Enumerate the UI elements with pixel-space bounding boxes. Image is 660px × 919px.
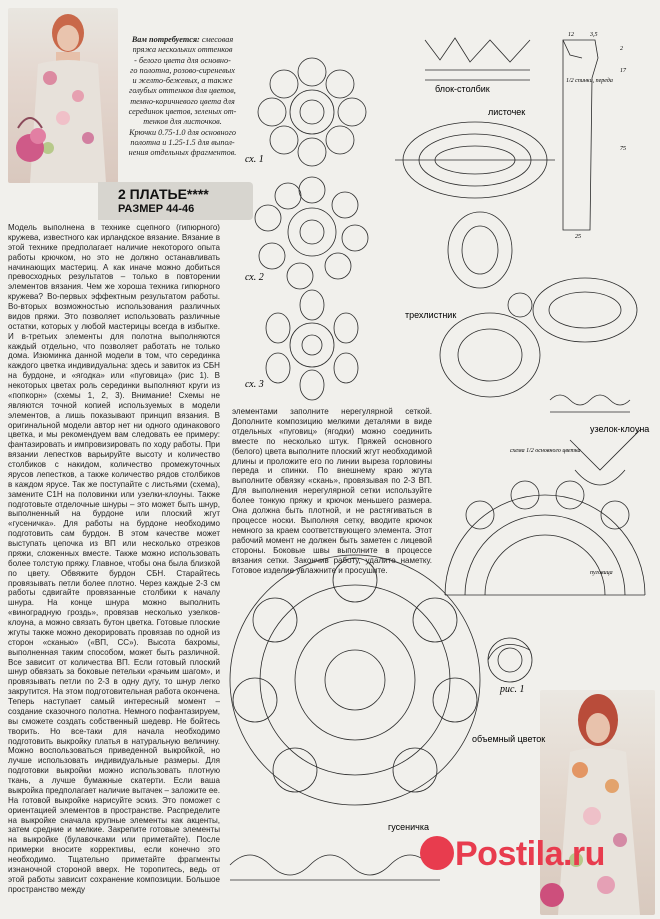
- watermark-text: Postila.ru: [455, 835, 605, 873]
- net-flower-diagram: [445, 481, 645, 595]
- requirements-line: смесовая: [201, 35, 234, 44]
- body-text-column2: элементами заполните нерегулярной сеткой. Дополните композицию мелкими деталями в виде отдельных «пуговиц» (ягодки) можно соединить вместе по несколько штук. Пряжей основного (белого) цвета выполните плоский жгут необходимой длины и проложите его по линии выреза горловины переда и спинки. По внешнему краю жгута выполните обвязку «скань», провязывая по 2-3 ВП. Для выполнения нерегулярной сетки используйте более тонкую пряжу и крючок меньшего размера. Она должна быть плотной, и не растягиваться в процессе носки. Выполняя сетку, вводите крючок немного за краем соответствующего элемента. Этот рабочий момент не должен быть заметен с лицевой стороны. Боковые швы выполните в процессе вязания сетки. Закончив работу, удалите наметку. Готовое изделие увлажните и просушите.: [232, 407, 432, 575]
- label-scheme2: сх. 2: [245, 272, 264, 283]
- page-subtitle: РАЗМЕР 44-46: [118, 203, 195, 215]
- requirements-line: тенков для листочков.: [143, 117, 222, 127]
- dim-12: 12: [568, 32, 574, 38]
- label-fig1: рис. 1: [500, 684, 525, 695]
- label-net-flower: схема 1/2 основного цветка: [510, 448, 581, 454]
- scheme2-flower: [255, 177, 368, 289]
- dim-2: 2: [620, 46, 623, 52]
- dim-75: 75: [620, 146, 626, 152]
- caterpillar-diagram: [230, 855, 440, 880]
- volume-flower-diagram: [230, 555, 480, 805]
- fig1-button: [488, 638, 532, 682]
- label-scheme3: сх. 3: [245, 379, 264, 390]
- dress-pattern: [563, 40, 598, 230]
- requirements-line: нения отдельных фрагментов.: [128, 148, 237, 158]
- watermark-logo-icon: [420, 836, 454, 870]
- dim-17: 17: [620, 68, 626, 74]
- dim-3-5: 3,5: [590, 32, 598, 38]
- requirements-line: темно-коричневого цвета для: [130, 96, 235, 106]
- requirements-line: серединок цветов, зеленых от-: [128, 107, 237, 117]
- page-title: 2 ПЛАТЬЕ****: [118, 186, 209, 202]
- knot-diagram: [550, 395, 640, 485]
- dim-25: 25: [575, 234, 581, 240]
- requirements-line: и желто-бежевых, а также: [132, 76, 233, 86]
- requirements-line: - белого цвета для основно-: [134, 55, 231, 65]
- label-caterpillar: гусеничка: [388, 822, 430, 832]
- label-knot: узелок-клоуна: [590, 424, 650, 434]
- requirements-line: Крючки 0.75-1.0 для основного: [129, 127, 236, 137]
- requirements-line: го полотна, розово-сиреневых: [130, 65, 235, 75]
- requirements-line: полотна и 1.25-1.5 для выпол-: [130, 137, 235, 147]
- label-scheme1: сх. 1: [245, 154, 264, 165]
- requirements-line: голубых оттенков для цветов,: [129, 86, 236, 96]
- label-block-stitch: блок-столбик: [435, 84, 490, 94]
- scheme1-flower: [258, 58, 366, 166]
- requirements-line: пряжа нескольких оттенков: [132, 45, 233, 55]
- block-stitch-diagram: [425, 38, 530, 80]
- label-half-pattern: 1/2 спинки, переда: [566, 78, 613, 84]
- label-button: пуговица: [590, 570, 613, 576]
- requirements-heading: Вам потребуется:: [131, 35, 200, 44]
- scheme3-flower: [266, 290, 358, 400]
- leaf-diagram: [395, 122, 555, 198]
- trefoil-diagram: [440, 212, 637, 397]
- label-trefoil: трехлистник: [405, 310, 457, 320]
- label-leaf: листочек: [488, 107, 526, 117]
- body-text-column1: Модель выполнена в технике сцепного (гипюрного) кружева, известного как ирландское вязание. Вязание в этой технике предполагает наличие некоторого опыта работы крючком, но это не должно останавливать начинающих мастериц. А как иначе можно добиться превосходных результатов – только в повторении элементов вязания. Чем же хороша техника гипюрного кружева? Во-первых эффектным результатом работы. Во-вторых возможностью использования различных видов пряжи. Это позволяет использовать различные остатки, которых у любой мастерицы всегда в избытке. И в-третьих элементы для полотна выполняются каждый отдельно, что позволяет работать не только дома. Изюминка данной модели в том, что серединка каждого цветка индивидуальна: здесь и завиток из СБН на бурдоне, и «ягодка» или «пуговица» (рис 1). В некоторых цветах роль серединки выполняют круги из «попкорн» (схемы 1, 2, 3). Внимание! Схемы не являются точной копией используемых в модели элементов, а лишь показывают принцип вязания. В оригинальной модели автор нет ни одного одинакового цветка, и мы рекомендуем вам следовать ее примеру: фантазировать и импровизировать по ходу работы. При вязании лепестков варьируйте высоту и количество столбиков с накидом, количество промежуточных ярусов лепестков, а также количество рядов столбиков в каждом ярусе. Так же поступайте с листьями (схема), замените С1Н на половинки или узелки-клоуны. Также подготовьте отделочные шнуры – это может быть шнур, выполненный на бурдоне или плоский жгут «гусеничка». Для работы на бурдоне необходимо подготовить сам бурдон. В этом качестве может выступать цепочка из ВП или несколько отрезков пряжи, сложенных вместе. Также можно использовать более толстую пряжу. Главное, чтобы она была близкой по цвету. Обвяжите бурдон СБН. Старайтесь провязывать петли более плотно. Через каждые 2-3 см работы сдвигайте провязанные столбики к началу шнура. На конце шнура можно выполнить «виноградную гроздь», провязав несколько узелков-клоуна, а можно связать бутон цветка. Готовые плоские жгуты также можно декорировать провязав по одной из сторон «сканью» («ВП, СС»). Высота бахромы, выполненная таким способом, может быть различной. Все зависит от количества ВП. Если готовый плоский шнур обвязать за боковые петельки «рачьим шагом», и провязывать петли по 2-3 в одну дугу, то шнур легко закрутится. На этом подготовительная работа окончена. Теперь наступает самый интересный момент – создание сказочного полотна. Немного пофантазируем, вы сможете создать собственный шедевр. Не бойтесь творить. Но все-таки для начала необходимо подготовить выкройку платья в натуральную величину. Можно воспользоваться приведенной выкройкой, но лучше использовать индивидуальные размеры. Для подготовки выкройки можно использовать плотную ткань, а лучше бумажные скатерти. Если ваша выкройка предполагает наличие вытачек – заложите ее. На готовой выкройке нарисуйте эскиз. Это поможет с ориентацией элементов в пространстве. Распределите на выкройке сначала крупные элементы как акценты, затем средние и мелкие. Закрепите готовые элементы на выкройке (булавочками или приметайте). После примерки вносите коррективы, если конечно это необходимо. Тщательно приметайте фрагменты изнаночной стороной вверх. Не торопитесь, ведь от этой работы зависит сохранение композиции. Большое пространство между: [8, 223, 220, 894]
- label-volume-flower: объемный цветок: [472, 734, 546, 744]
